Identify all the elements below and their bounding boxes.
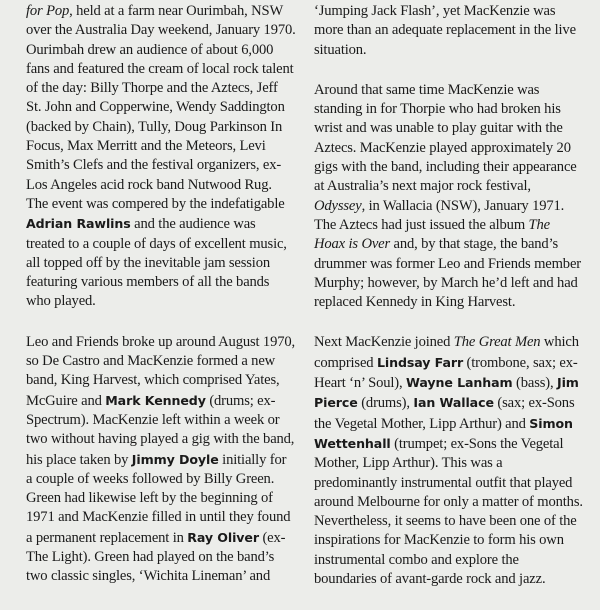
- run: for Pop: [26, 3, 70, 19]
- run: (ex-The Light). Green had played on the band’s two classic singles, ‘Wichita Lineman’ and: [26, 529, 286, 585]
- run: Jim Pierce: [314, 375, 579, 411]
- run: and the audience was treated to a couple of days of excellent music, all topped off by the inevitable jam session featuring various members of all the bands who played.: [26, 216, 287, 310]
- run: , held at a farm near Ourimbah, NSW over the Australia Day weekend, January 1970. Ourimbah drew an audience of about 6,000 fans and featured the cream of local rock talent of the day: Billy Thorpe and the Aztecs, Jeff St. John and Copperwine, Wendy Saddington (backed by Chain), Tully, Doug Parkinson In Focus, Max Merritt and the Meteors, Levi Smith’s Clefs and the festival organizers, ex-Los Angeles acid rock band Nutwood Rug. The event was compered by the indefatigable: [26, 3, 296, 212]
- run: Leo and Friends broke up around August 1970, so De Castro and MacKenzie formed a new band, King Harvest, which comprised Yates, McGuire and: [26, 333, 296, 409]
- run: (trumpet; ex-Sons the Vegetal Mother, Lipp Arthur). This was a predominantly instrumental outfit that played around Melbourne for only a matter of months. Nevertheless, it seems to have been one of the inspirations for MacKenzie to form his own instrumental combo and explore the boundaries of avant-garde rock and jazz.: [314, 435, 583, 588]
- run: Lindsay Farr: [376, 354, 464, 370]
- run: (trombone, sax; ex-Heart ‘n’ Soul),: [314, 354, 578, 392]
- run: The Hoax is Over: [314, 216, 550, 253]
- run: Ian Wallace: [413, 395, 494, 411]
- left-paragraph-2: [26, 333, 296, 587]
- run: Wayne Lanham: [406, 375, 513, 391]
- right-paragraph-2: [314, 81, 584, 313]
- right-column: [314, 2, 584, 610]
- run: Jimmy Doyle: [131, 451, 219, 467]
- run: (sax; ex-Sons the Vegetal Mother, Lipp Arthur) and: [314, 395, 575, 432]
- run: Around that same time MacKenzie was standing in for Thorpie who had broken his wrist and was unable to play guitar with the Aztecs. MacKenzie played approximately 20 gigs with the band, including their appearance at Australia’s next major rock festival,: [314, 81, 577, 195]
- run: Odyssey: [314, 197, 362, 214]
- run: (bass),: [512, 375, 557, 392]
- left-paragraph-1: [26, 2, 296, 312]
- left-column: [26, 2, 296, 608]
- run: (drums),: [357, 395, 414, 412]
- run: ‘Jumping Jack Flash’, yet MacKenzie was more than an adequate replacement in the live situation.: [314, 3, 576, 58]
- run: Simon Wettenhall: [314, 415, 573, 451]
- run: Adrian Rawlins: [26, 216, 131, 232]
- right-paragraph-1: [314, 2, 584, 60]
- run: , in Wallacia (NSW), January 1971. The Aztecs had just issued the album: [314, 197, 565, 233]
- run: (drums; ex-Spectrum). MacKenzie left within a week or two without having played a gig with the band, his place taken by: [26, 392, 295, 468]
- run: Next MacKenzie joined: [314, 334, 454, 351]
- run: Ray Oliver: [187, 529, 259, 545]
- run: The Great Men: [453, 334, 541, 351]
- right-paragraph-3: [314, 333, 584, 589]
- run: and, by that stage, the band’s drummer was former Leo and Friends member Murphy; however, by March he’d left and had replaced Kennedy in King Harvest.: [314, 236, 581, 311]
- run: initially for a couple of weeks followed by Billy Green. Green had likewise left by the beginning of 1971 and MacKenzie filled in until they found a permanent replacement in: [26, 451, 291, 546]
- run: which comprised: [314, 334, 579, 371]
- run: Mark Kennedy: [105, 392, 206, 408]
